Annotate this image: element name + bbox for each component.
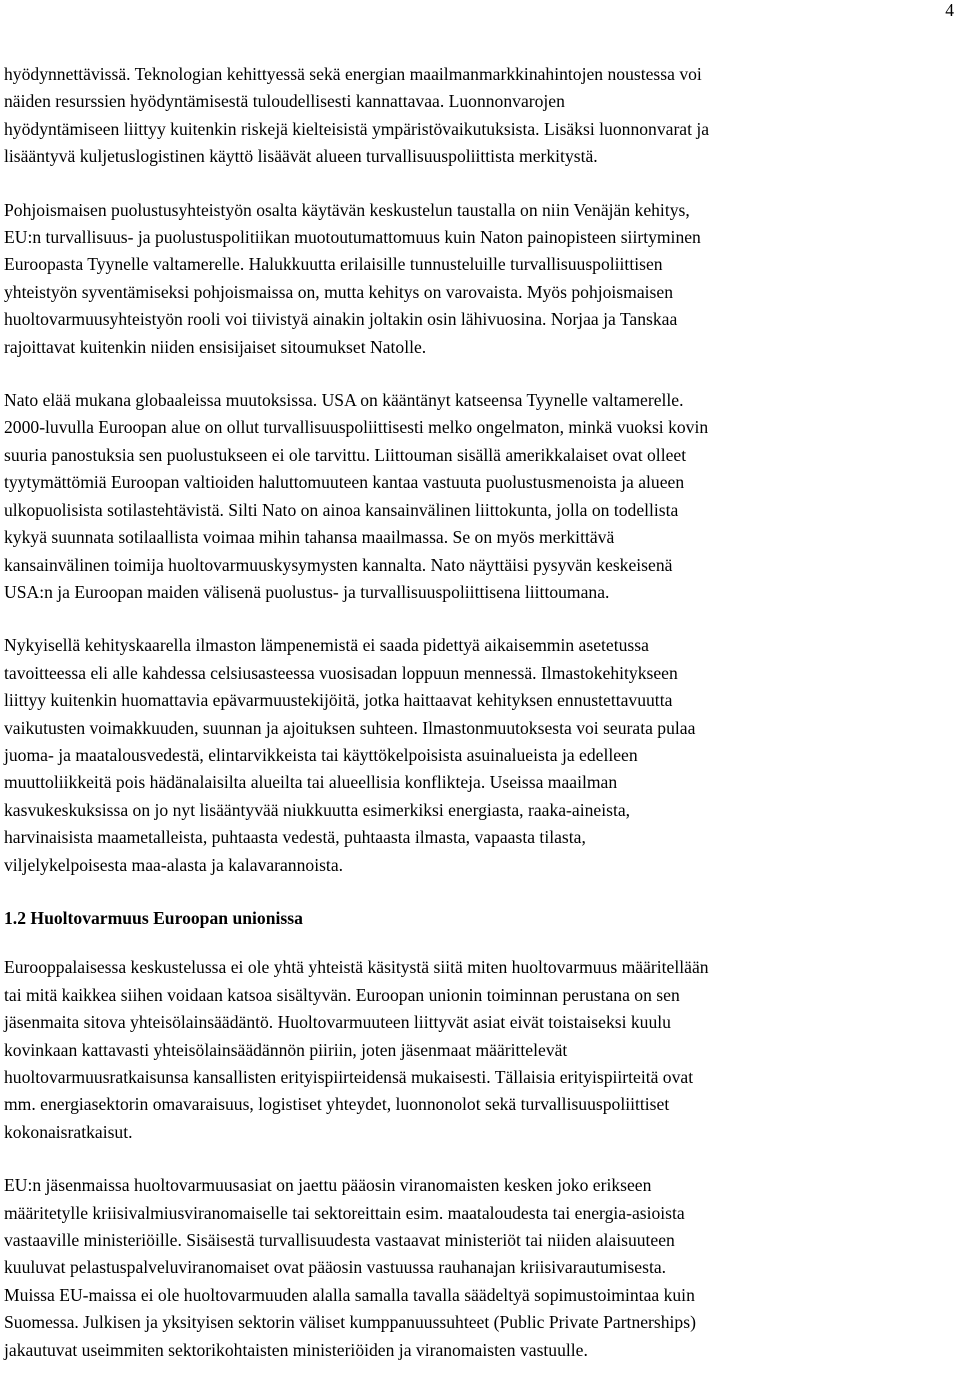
text-line: viljelykelpoisesta maa-alasta ja kalavarannoista. — [4, 854, 344, 875]
text-line: mm. energiasektorin omavaraisuus, logistiset yhteydet, luonnonolot sekä turvallisuuspoliittiset — [4, 1094, 670, 1115]
text-line: USA:n ja Euroopan maiden välisenä puolustus- ja turvallisuuspoliittisena liittoumana. — [4, 581, 610, 602]
text-line: vaikutusten voimakkuuden, suunnan ja ajoituksen suhteen. Ilmastonmuutoksesta voi seurata pulaa — [4, 717, 696, 738]
text-line: rajoittavat kuitenkin niiden ensisijaiset sitoumukset Natolle. — [4, 336, 427, 357]
text-line: kokonaisratkaisut. — [4, 1121, 133, 1142]
text-line: Muissa EU-maissa ei ole huoltovarmuuden alalla samalla tavalla säädeltyä sopimustoimintaa kuin — [4, 1284, 695, 1305]
text-line: Eurooppalaisessa keskustelussa ei ole yhtä yhteistä käsitystä siitä miten huoltovarmuus määritellään — [4, 957, 709, 978]
text-line: Pohjoismaisen puolustusyhteistyön osalta käytävän keskustelun taustalla on niin Venäjän kehitys, — [4, 199, 690, 220]
page-number: 4 — [945, 0, 954, 20]
text-line: yhteistyön syventämiseksi pohjoismaissa on, mutta kehitys on varovaista. Myös pohjoismaisen — [4, 281, 673, 302]
text-line: lisääntyvä kuljetuslogistinen käyttö lisäävät alueen turvallisuuspoliittista merkitystä. — [4, 146, 598, 167]
paragraph-6 — [4, 1172, 958, 1364]
text-line: hyödynnettävissä. Teknologian kehittyessä sekä energian maailmanmarkkinahintojen noustessa voi — [4, 64, 702, 84]
text-line: 2000-luvulla Euroopan alue on ollut turvallisuuspoliittisesti melko ongelmaton, minkä vuoksi kovin — [4, 417, 709, 438]
text-line: muuttoliikkeitä pois hädänalaisilta alueilta tai alueellisia konflikteja. Useissa maailman — [4, 772, 618, 793]
paragraph-1 — [4, 61, 958, 171]
text-line: kovinkaan kattavasti yhteisölainsäädännön piiriin, joten jäsenmaat määrittelevät — [4, 1039, 568, 1060]
text-line: juoma- ja maatalousvedestä, elintarvikkeista tai käyttökelpoisista asuinalueista ja edelleen — [4, 744, 638, 765]
text-line: jäsenmaita sitova yhteisölainsäädäntö. Huoltovarmuuteen liittyvät asiat eivät toistaiseksi kuulu — [4, 1012, 671, 1033]
text-line: tyytymättömiä Euroopan valtioiden haluttomuuteen kantaa vastuuta puolustusmenoista ja alueen — [4, 472, 685, 493]
text-line: Suomessa. Julkisen ja yksityisen sektorin väliset kumppanuussuhteet (Public Private Partnerships) — [4, 1312, 696, 1333]
text-line: ulkopuolisista sotilastehtävistä. Silti Nato on ainoa kansainvälinen liittokunta, jolla on todellista — [4, 499, 679, 520]
section-heading — [4, 905, 958, 932]
text-line: Euroopasta Tyynelle valtamerelle. Halukkuutta erilaisille tunnusteluille turvallisuuspoliittisen — [4, 254, 663, 275]
text-line: Nykyisellä kehityskaarella ilmaston lämpenemistä ei saada pidettyä aikaisemmin asetetussa — [4, 635, 649, 656]
text-line: huoltovarmuusratkaisunsa kansallisten erityispiirteidensä mukaisesti. Tällaisia erityispiirteitä ovat — [4, 1067, 694, 1087]
text-line: kansainvälinen toimija huoltovarmuuskysymysten kannalta. Nato näyttäisi pysyvän keskeisenä — [4, 554, 673, 575]
text-line: tavoitteessa eli alle kahdessa celsiusasteessa vuosisadan loppuun mennessä. Ilmastokehitykseen — [4, 662, 678, 683]
text-line: liittyy kuitenkin huomattavia epävarmuustekijöitä, jotka haittaavat kehityksen ennustettavuutta — [4, 690, 673, 711]
text-line: Nato elää mukana globaaleissa muutoksissa. USA on kääntänyt katseensa Tyynelle valtamerelle. — [4, 390, 684, 411]
text-line: hyödyntämiseen liittyy kuitenkin riskejä kielteisistä ympäristövaikutuksista. Lisäksi luonnonvarat ja — [4, 118, 710, 139]
text-line: kykyä suunnata sotilaallista voimaa mihin tahansa maailmassa. Se on myös merkittävä — [4, 527, 615, 548]
paragraph-3 — [4, 387, 958, 606]
text-line: kasvukeskuksissa on jo nyt lisääntyvää niukkuutta esimerkiksi energiasta, raaka-aineista, — [4, 799, 631, 820]
text-line: harvinaisista maametalleista, puhtaasta vedestä, puhtaasta ilmasta, vapaasta tilasta, — [4, 827, 586, 848]
text-line: jakautuvat useimmiten sektorikohtaisten ministeriöiden ja viranomaisten vastuulle. — [4, 1339, 588, 1360]
section-heading-text: 1.2 Huoltovarmuus Euroopan unionissa — [4, 907, 303, 928]
paragraph-4 — [4, 632, 958, 879]
text-line: määritetylle kriisivalmiusviranomaiselle tai sektoreittain esim. maataloudesta tai energia-asioista — [4, 1202, 685, 1223]
paragraph-2 — [4, 197, 958, 361]
text-line: tai mitä kaikkea siihen voidaan katsoa sisältyvän. Euroopan unionin toiminnan perustana on sen — [4, 984, 680, 1005]
text-line: huoltovarmuusyhteistyön rooli voi tiivistyä ainakin joltakin osin lähivuosina. Norjaa ja Tanskaa — [4, 309, 678, 330]
text-line: EU:n turvallisuus- ja puolustuspolitiikan muotoutumattomuus kuin Naton painopisteen siirtyminen — [4, 227, 701, 248]
text-line: vastaaville ministeriöille. Sisäisestä turvallisuudesta vastaavat ministeriöt tai niiden alaisuuteen — [4, 1230, 675, 1251]
text-line: suuria panostuksia sen puolustukseen ei ole tarvittu. Liittouman sisällä amerikkalaiset ovat olleet — [4, 444, 687, 465]
paragraph-5 — [4, 954, 958, 1146]
text-line: EU:n jäsenmaissa huoltovarmuusasiat on jaettu pääosin viranomaisten kesken joko erikseen — [4, 1175, 652, 1196]
text-line: kuuluvat pelastuspalveluviranomaiset ovat pääosin vastuussa rauhanajan kriisivarautumisesta. — [4, 1257, 667, 1278]
document-body — [4, 61, 958, 1390]
text-line: näiden resurssien hyödyntämisestä tuloudellisesti kannattavaa. Luonnonvarojen — [4, 91, 565, 112]
